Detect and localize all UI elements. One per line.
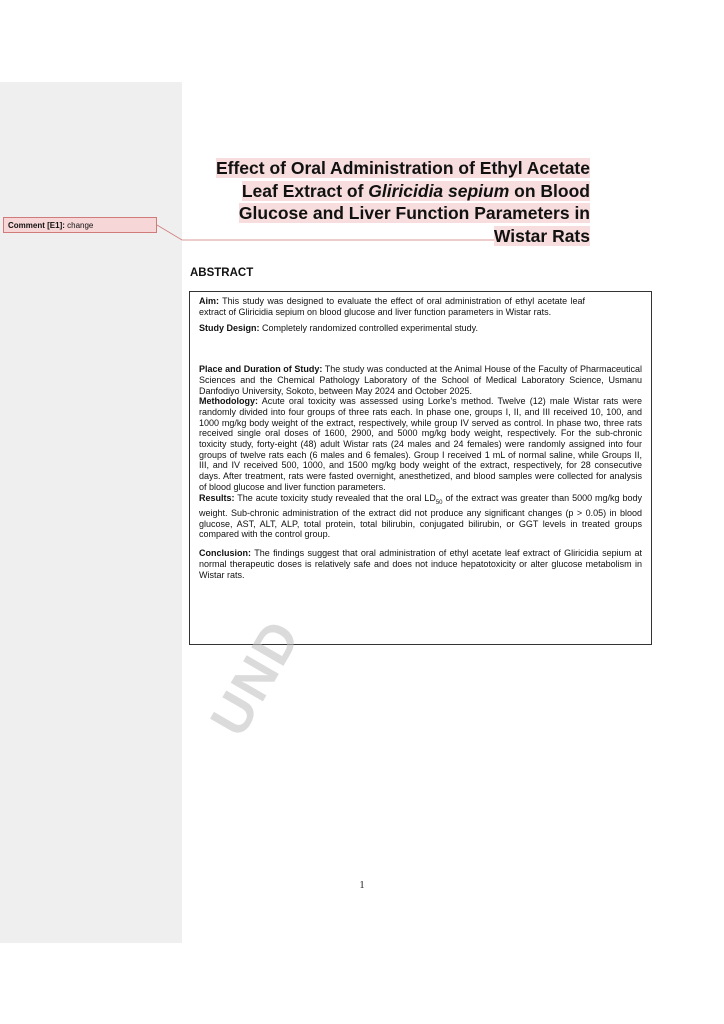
place-duration-paragraph: Place and Duration of Study: The study was conducted at the Animal House of the Faculty of Pharmaceutical Sciences and the Chemical Pathology Laboratory of the School of Medical Laboratory Science, Usmanu Danfodiyo University, Sokoto, between May 2024 and October 2025. (199, 364, 642, 396)
comment-pane (0, 82, 182, 943)
abstract-heading: ABSTRACT (190, 267, 254, 279)
paper-title (190, 157, 590, 247)
title-line-3: Glucose and Liver Function Parameters in (238, 203, 590, 223)
title-line-1: Effect of Oral Administration of Ethyl Acetate (215, 158, 590, 178)
abstract-box (189, 291, 652, 645)
page-number: 1 (359, 880, 365, 891)
conclusion-paragraph: Conclusion: The findings suggest that oral administration of ethyl acetate leaf extract of Gliricidia sepium at normal therapeutic doses is relatively safe and does not induce hepatotoxicity or alter glucose metabolism in Wistar rats. (199, 548, 642, 580)
title-line-2: Leaf Extract of Gliricidia sepium on Blood (241, 180, 590, 201)
study-design-paragraph: Study Design: Completely randomized controlled experimental study. (199, 323, 478, 334)
aim-paragraph: Aim: This study was designed to evaluate the effect of oral administration of ethyl acetate leaf extract of Gliricidia sepium on blood glucose and liver function parameters in Wistar rats. (199, 296, 585, 317)
results-paragraph: Results: The acute toxicity study revealed that the oral $LD_{50}$ of the extract was greater than 5000 mg/kg body weight. Sub-chronic administration of the extract did not produce any significant changes (p > 0.05) in blood glucose, AST, ALT, ALP, total protein, total bilirubin, conjugated bilirubin, or GGT levels in treated groups compared with the control group. (199, 492, 642, 540)
methodology-paragraph: Methodology: Acute oral toxicity was assessed using Lorke’s method. Twelve (12) male Wistar rats were randomly divided into four groups of three rats each. In phase one, groups I, II, and III received 10, 100, and 1000 mg/kg body weight of the extract, respectively, while group IV served as control. In phase two, three rats received single oral doses of 1600, 2900, and 5000 mg/kg body weight, respectively. For the sub-chronic toxicity study, forty-eight (48) adult Wistar rats (24 males and 24 females) were randomly assigned into four groups of twelve rats each (6 males and 6 females). Group I received 1 mL of normal saline, while Groups II, III, and IV received 500, 1000, and 1500 mg/kg body weight of the extract, respectively, for 28 consecutive days. After treatment, rats were fasted overnight, anesthetized, and blood samples were collected for analysis of blood glucose and liver function parameters. (199, 396, 642, 492)
comment-balloon[interactable] (3, 217, 157, 233)
watermark: UND (199, 609, 313, 746)
comment-text: change (67, 221, 94, 230)
comment-label: Comment [E1]: (8, 221, 65, 230)
title-line-4: Wistar Rats (493, 225, 590, 246)
